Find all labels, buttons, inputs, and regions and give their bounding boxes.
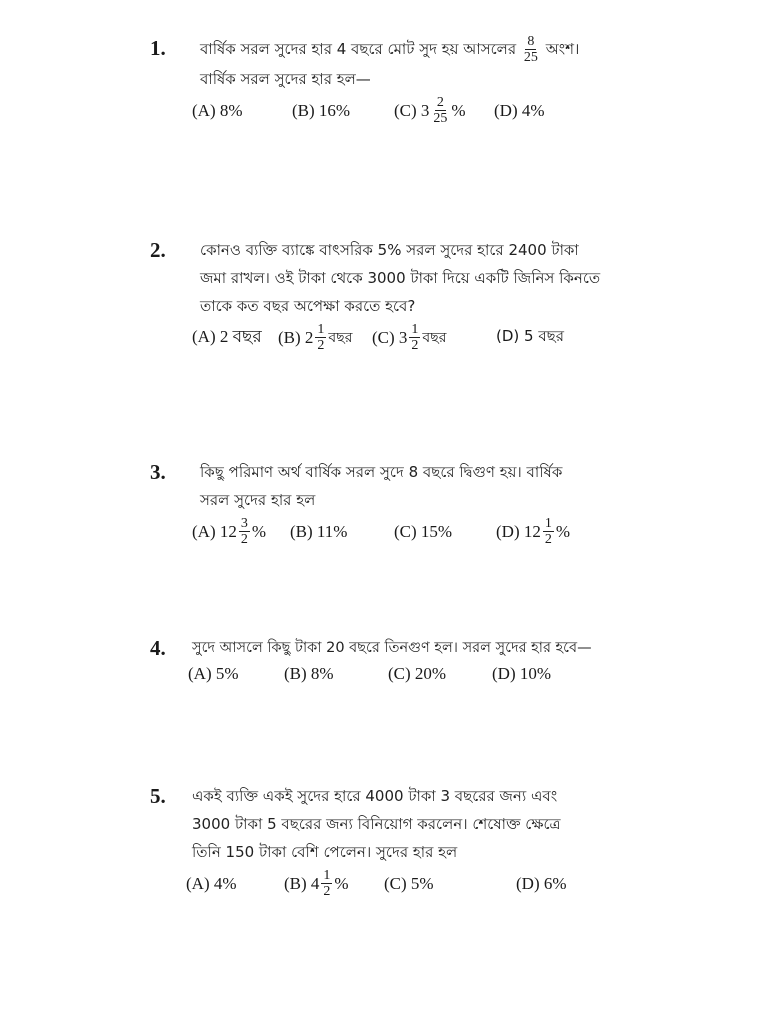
option-d[interactable] — [496, 516, 570, 547]
fraction-denominator: 2 — [323, 884, 331, 899]
question-text-line: জমা রাখল। ওই টাকা থেকে 3000 টাকা দিয়ে একটি জিনিস কিনতে — [200, 269, 601, 287]
option-c[interactable]: (C) 5% — [384, 873, 434, 893]
question-text — [200, 34, 620, 93]
option-b[interactable]: (B) 8% — [284, 664, 334, 683]
fraction-denominator: 2 — [240, 532, 248, 547]
question-text-line: কিছু পরিমাণ অর্থ বার্ষিক সরল সুদে 8 বছরে দ্বিগুণ হয়। বার্ষিক — [200, 463, 563, 481]
question-number: 4. — [150, 636, 166, 660]
options — [192, 322, 620, 353]
fraction-denominator: 2 — [411, 338, 419, 353]
question-number: 3. — [150, 460, 166, 484]
question-2 — [150, 236, 620, 353]
option-a[interactable] — [192, 516, 290, 547]
question-4 — [150, 634, 620, 684]
option-c[interactable]: (C) 15% — [394, 521, 453, 541]
question-1 — [150, 34, 620, 126]
option-a-suffix: % — [251, 521, 267, 541]
options — [192, 516, 620, 547]
fraction — [543, 516, 554, 547]
question-text — [192, 782, 620, 866]
fraction-denominator: 25 — [433, 111, 448, 126]
fraction — [321, 868, 332, 899]
question-text — [200, 458, 620, 514]
option-d-suffix: % — [555, 521, 571, 541]
option-b-suffix: বছর — [328, 329, 353, 346]
fraction-numerator: 1 — [544, 516, 552, 531]
question-text-line: তাকে কত বছর অপেক্ষা করতে হবে? — [200, 297, 416, 315]
question-text-line: সুদে আসলে কিছু টাকা 20 বছরে তিনগুণ হল। সরল সুদের হার হবে— — [192, 640, 592, 656]
question-text-line: তিনি 150 টাকা বেশি পেলেন। সুদের হার হল — [192, 843, 458, 861]
option-a[interactable]: (A) 2 বছর — [192, 326, 262, 346]
option-c[interactable] — [372, 322, 496, 353]
option-a[interactable]: (A) 4% — [186, 873, 237, 893]
fraction — [431, 95, 449, 126]
question-text-line: একই ব্যক্তি একই সুদের হারে 4000 টাকা 3 বছরের জন্য এবং — [192, 787, 558, 805]
option-c-label: (C) 3 — [372, 327, 408, 347]
fraction — [409, 322, 420, 353]
option-c-suffix: % — [451, 100, 466, 120]
question-text-part: অংশ। — [545, 40, 580, 58]
option-a[interactable]: (A) 5% — [188, 664, 239, 683]
question-text-line: কোনও ব্যক্তি ব্যাঙ্কে বাৎসরিক 5% সরল সুদের হারে 2400 টাকা — [200, 241, 579, 259]
option-b[interactable]: (B) 11% — [290, 521, 348, 541]
question-number: 5. — [150, 784, 166, 808]
question-number: 1. — [150, 36, 166, 60]
question-3 — [150, 458, 620, 547]
question-text — [200, 236, 620, 320]
options — [188, 664, 620, 684]
question-text-line: বার্ষিক সরল সুদের হার হল— — [200, 70, 371, 88]
fraction-numerator: 2 — [436, 95, 444, 110]
option-b-suffix: % — [334, 873, 349, 893]
fraction-numerator: 1 — [411, 322, 419, 337]
option-c[interactable] — [394, 95, 494, 126]
option-d[interactable]: (D) 6% — [516, 873, 567, 893]
option-d-label: (D) 12 — [496, 521, 541, 541]
fraction-numerator: 8 — [527, 34, 535, 49]
fraction — [524, 34, 538, 65]
option-d[interactable]: (D) 5 বছর — [496, 327, 565, 345]
fraction-numerator: 3 — [240, 516, 248, 531]
option-b[interactable]: (B) 16% — [292, 100, 351, 120]
options — [186, 868, 620, 899]
fraction — [315, 322, 326, 353]
option-b[interactable] — [278, 322, 372, 353]
option-d[interactable]: (D) 10% — [492, 664, 552, 683]
question-text — [192, 634, 620, 662]
option-d[interactable]: (D) 4% — [494, 100, 545, 120]
fraction — [239, 516, 250, 547]
question-text-line: 3000 টাকা 5 বছরের জন্য বিনিয়োগ করলেন। শেষোক্ত ক্ষেত্রে — [192, 815, 561, 833]
option-a[interactable]: (A) 8% — [192, 100, 243, 120]
question-number: 2. — [150, 238, 166, 262]
fraction-denominator: 25 — [523, 50, 538, 65]
fraction-numerator: 1 — [317, 322, 325, 337]
option-b-label: (B) 2 — [278, 327, 314, 347]
option-c[interactable]: (C) 20% — [388, 664, 447, 683]
question-5 — [150, 782, 620, 899]
question-text-line: সরল সুদের হার হল — [200, 491, 316, 509]
fraction-denominator: 2 — [544, 532, 552, 547]
option-a-label: (A) 12 — [192, 521, 237, 541]
fraction-numerator: 1 — [323, 868, 331, 883]
option-c-suffix: বছর — [422, 329, 447, 346]
options — [192, 95, 620, 126]
question-text-part: বার্ষিক সরল সুদের হার 4 বছরে মোট সুদ হয় আসলের — [200, 40, 517, 58]
option-b[interactable] — [284, 868, 384, 899]
option-c-label: (C) 3 — [394, 100, 430, 120]
fraction-denominator: 2 — [317, 338, 325, 353]
option-b-label: (B) 4 — [284, 873, 320, 893]
